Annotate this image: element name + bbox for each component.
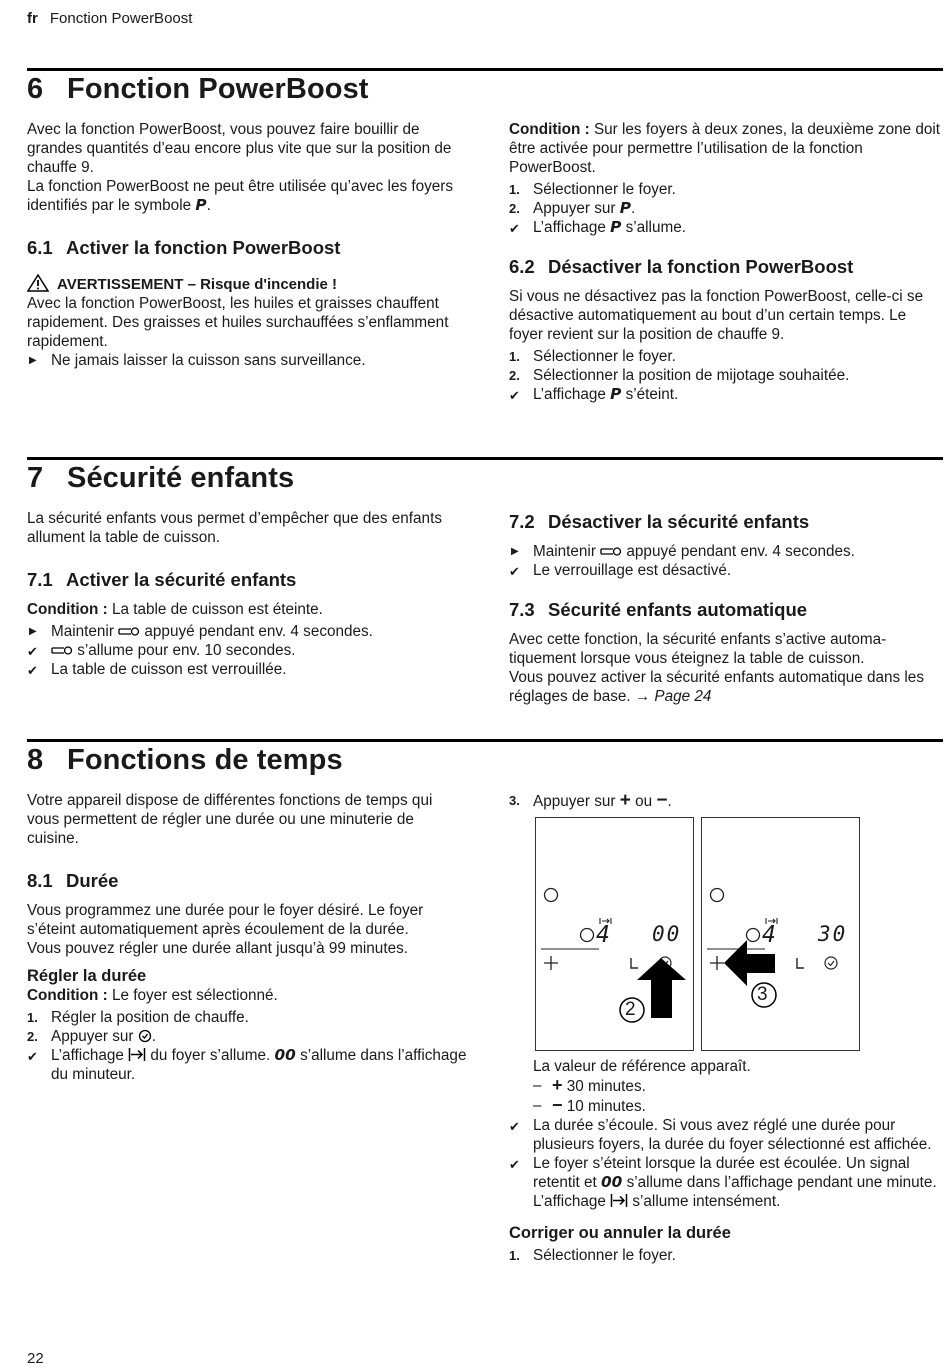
step: 3. Appuyer sur + ou −. <box>509 790 672 811</box>
result: ✔ Le foyer s’éteint lorsque la durée est écoulée. Un signal retentit et 00 s’allume dans l’affichage pendant une minute. L’affichage s’allume intensément. <box>509 1155 937 1210</box>
section-8-left-column <box>27 791 467 1084</box>
control-panel-illustration-left <box>535 817 694 1051</box>
section-8-right-column-lower <box>509 1057 943 1265</box>
page-link[interactable]: → Page 24 <box>634 688 712 705</box>
step: 1. Sélectionner le foyer. <box>509 1247 676 1264</box>
running-header <box>27 10 192 27</box>
section-rule <box>27 68 943 71</box>
check-icon: ✔ <box>27 1049 38 1064</box>
section-6-title: 6 Fonction PowerBoost <box>27 73 369 105</box>
sub-heading: Corriger ou annuler la durée <box>509 1224 731 1242</box>
paragraph: La fonction PowerBoost ne peut être utilisée qu’avec les foyers identifiés par le symbole P. <box>27 178 454 214</box>
condition: Condition : Sur les foyers à deux zones, la deuxième zone doit être activée pour permettre l’utilisation de la fonction PowerBoost. <box>509 121 941 176</box>
check-icon: ✔ <box>509 1119 520 1134</box>
list-item: ▶ Maintenir appuyé pendant env. 4 secondes. <box>511 543 855 560</box>
list-item: – − 10 minutes. <box>533 1095 646 1115</box>
duration-icon <box>128 1047 146 1062</box>
timer-display: 30 <box>818 922 848 946</box>
step: 1. Sélectionner le foyer. <box>509 348 676 365</box>
result: ✔ L’affichage P s’allume. <box>509 218 686 236</box>
paragraph: Vous pouvez régler une durée allant jusqu’à 99 minutes. <box>27 940 408 957</box>
timer-display: 00 <box>652 922 682 946</box>
step: 1. Régler la position de chauffe. <box>27 1009 249 1026</box>
callout-number: 3 <box>757 984 768 1005</box>
warning-heading: AVERTISSEMENT – Risque d'incendie ! <box>27 274 467 294</box>
key-icon <box>51 646 73 655</box>
key-icon <box>118 627 140 636</box>
duration-icon <box>610 1193 628 1208</box>
section-7-title: 7 Sécurité enfants <box>27 462 295 494</box>
section-6-right-column <box>509 120 941 404</box>
step: 2. Appuyer sur P. <box>509 199 636 217</box>
paragraph: Votre appareil dispose de différentes fonctions de temps qui vous permettent de régler une durée ou une minuterie de cuisine. <box>27 792 433 847</box>
subsection-6-2-title: 6.2 Désactiver la fonction PowerBoost <box>509 256 854 277</box>
subsection-8-1-title: 8.1 Durée <box>27 870 119 891</box>
result: ✔ L’affichage du foyer s’allume. 00 s’allume dans l’affichage du minuteur. <box>27 1046 467 1083</box>
section-7-right-column <box>509 509 943 706</box>
section-8-right-column <box>509 791 941 811</box>
section-7-left-column <box>27 509 467 679</box>
heat-level-display: 4 <box>596 922 610 948</box>
control-panel-illustration-right <box>701 817 860 1051</box>
warning-text: Avec la fonction PowerBoost, les huiles et graisses chauffent rapidement. Des graisses et huiles surchauffées s’enflamment rapidement. <box>27 295 449 350</box>
page-number: 22 <box>27 1350 44 1367</box>
step: 2. Appuyer sur . <box>27 1028 156 1045</box>
heat-level-display: 4 <box>762 922 776 948</box>
powerboost-symbol: P <box>195 196 207 214</box>
header-title: Fonction PowerBoost <box>49 10 193 27</box>
paragraph: Vous programmez une durée pour le foyer désiré. Le foyer s’éteint automatiquement après écoulement de la durée. <box>27 902 424 938</box>
subsection-7-3-title: 7.3 Sécurité enfants automatique <box>509 599 808 620</box>
result: ✔ Le verrouillage est désactivé. <box>509 562 732 579</box>
check-icon: ✔ <box>509 564 520 579</box>
check-icon: ✔ <box>509 221 520 236</box>
section-rule <box>27 739 943 742</box>
check-icon: ✔ <box>27 644 38 659</box>
section-8-title: 8 Fonctions de temps <box>27 744 343 776</box>
check-icon: ✔ <box>509 1157 520 1172</box>
callout-number: 2 <box>625 999 636 1020</box>
result: ✔ s’allume pour env. 10 secondes. <box>27 642 296 659</box>
paragraph: Si vous ne désactivez pas la fonction PowerBoost, celle-ci se désactive automatiquement au bout d’un certain temps. Le foyer revient sur la position de chauffe 9. <box>509 288 924 343</box>
list-item: ▶ Maintenir appuyé pendant env. 4 secondes. <box>29 623 373 640</box>
paragraph: Vous pouvez activer la sécurité enfants automatique dans les réglages de base. → Page 24 <box>509 669 924 705</box>
list-item: – + 30 minutes. <box>533 1075 646 1095</box>
paragraph: La valeur de référence apparaît. <box>533 1058 751 1075</box>
subsection-7-2-title: 7.2 Désactiver la sécurité enfants <box>509 511 810 532</box>
check-icon: ✔ <box>27 663 38 678</box>
paragraph: La sécurité enfants vous permet d’empêcher que des enfants allument la table de cuisson. <box>27 510 442 546</box>
timer-icon <box>138 1029 152 1043</box>
list-item: ▶ Ne jamais laisser la cuisson sans surveillance. <box>29 352 366 369</box>
condition: Condition : La table de cuisson est éteinte. <box>27 601 323 618</box>
step: 2. Sélectionner la position de mijotage souhaitée. <box>509 367 850 384</box>
step: 1. Sélectionner le foyer. <box>509 181 676 198</box>
section-6-left-column <box>27 120 467 370</box>
condition: Condition : Le foyer est sélectionné. <box>27 987 278 1004</box>
result: ✔ L’affichage P s’éteint. <box>509 385 679 403</box>
sub-heading: Régler la durée <box>27 967 147 985</box>
section-rule <box>27 457 943 460</box>
paragraph: Avec cette fonction, la sécurité enfants s’active automatiquement lorsque vous éteignez la table de cuisson. <box>509 631 887 667</box>
key-icon <box>600 547 622 556</box>
paragraph: Avec la fonction PowerBoost, vous pouvez faire bouillir de grandes quantités d’eau encore plus vite que sur la position de chauffe 9. <box>27 121 452 176</box>
subsection-6-1-title: 6.1 Activer la fonction PowerBoost <box>27 237 341 258</box>
check-icon: ✔ <box>509 388 520 403</box>
language-code: fr <box>27 10 38 27</box>
warning-icon <box>27 274 49 292</box>
result: ✔ La durée s’écoule. Si vous avez réglé une durée pour plusieurs foyers, la durée du foyer sélectionné est affichée. <box>509 1117 932 1153</box>
result: ✔ La table de cuisson est verrouillée. <box>27 661 287 678</box>
subsection-7-1-title: 7.1 Activer la sécurité enfants <box>27 569 297 590</box>
